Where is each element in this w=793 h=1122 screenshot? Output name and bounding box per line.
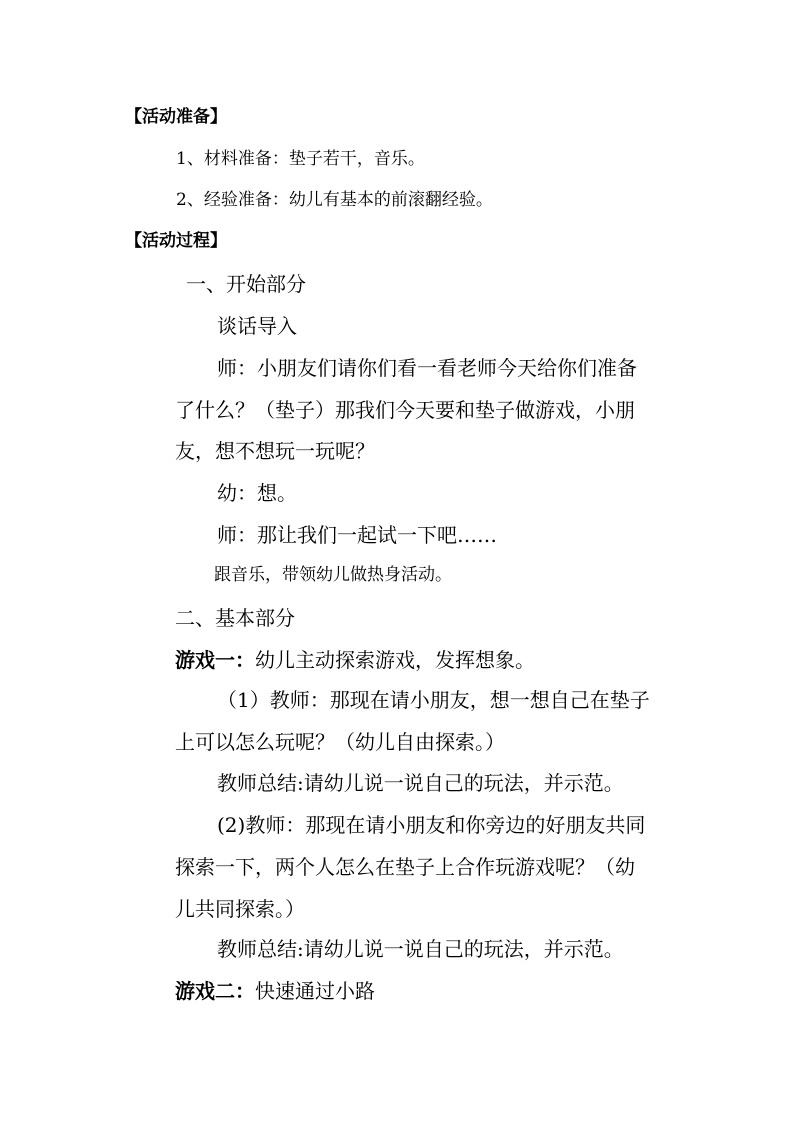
section-heading-process: 【活动过程】 [125,231,227,251]
paragraph-line: 了什么？（垫子）那我们今天要和垫子做游戏，小朋 [175,398,635,422]
paragraph-line: 教师总结:请幼儿说一说自己的玩法，并示范。 [217,771,624,795]
section-heading-preparation: 【活动准备】 [125,107,227,127]
part-one-heading: 一、开始部分 [186,272,306,296]
paragraph-line: （1）教师：那现在请小朋友，想一想自己在垫子 [217,688,650,712]
subheading-talk-intro: 谈话导入 [217,314,297,338]
paragraph-line: 儿共同探索。） [175,897,305,921]
paragraph-line: 教师总结:请幼儿说一说自己的玩法，并示范。 [217,937,624,961]
game-two-title: 快速通过小路 [255,979,375,1003]
game-one-label: 游戏一： [175,648,255,672]
paragraph-line: 师：小朋友们请你们看一看老师今天给你们准备 [217,356,637,380]
paragraph-line: 上可以怎么玩呢？（幼儿自由探索。） [175,730,505,754]
paragraph-line: 幼：想。 [217,481,297,505]
preparation-item-experience: 2、经验准备：幼儿有基本的前滚翻经验。 [176,190,493,210]
preparation-item-materials: 1、材料准备：垫子若干，音乐。 [176,149,425,169]
game-one-line [175,650,535,670]
game-two-line [175,981,375,1001]
paragraph-line: 跟音乐，带领幼儿做热身活动。 [214,565,452,585]
game-one-title: 幼儿主动探索游戏，发挥想象。 [255,648,535,672]
part-two-heading: 二、基本部分 [175,606,295,630]
paragraph-line: 探索一下，两个人怎么在垫子上合作玩游戏呢？（幼 [175,855,635,879]
paragraph-line: (2)教师：那现在请小朋友和你旁边的好朋友共同 [217,813,646,837]
game-two-label: 游戏二： [175,979,255,1003]
paragraph-line: 友，想不想玩一玩呢？ [175,439,375,463]
paragraph-line: 师：那让我们一起试一下吧…… [217,523,497,547]
